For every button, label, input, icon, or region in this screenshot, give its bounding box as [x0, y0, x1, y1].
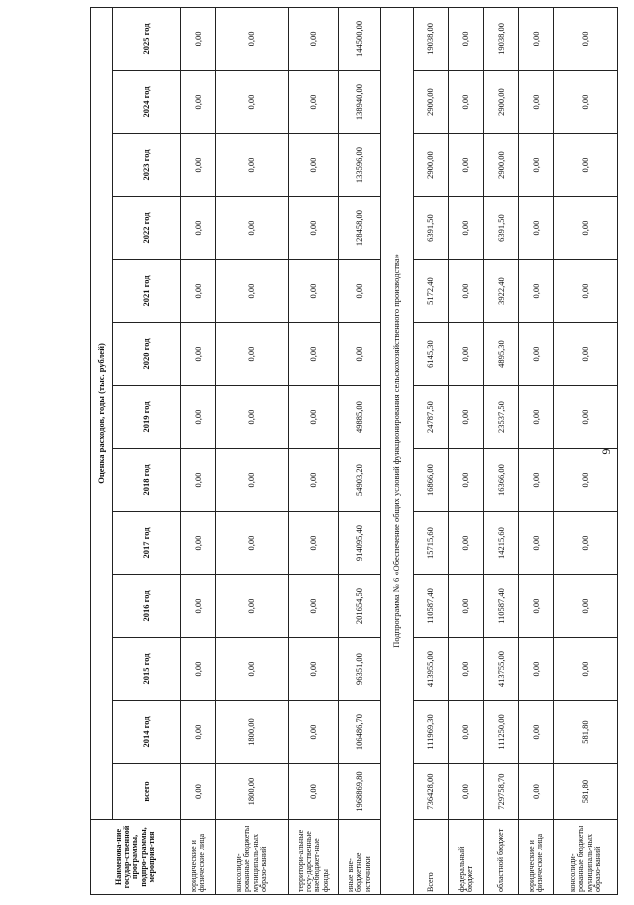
row-value: 54903,20	[339, 449, 381, 512]
row-value: 0,00	[181, 7, 216, 70]
row-value: 3922,40	[483, 260, 518, 323]
table-row	[448, 7, 483, 894]
expense-group-header: Оценка расходов, годы (тыс. рублей)	[91, 7, 113, 819]
row-value: 0,00	[554, 638, 618, 701]
row-value: 0,00	[554, 197, 618, 260]
row-value: 0,00	[216, 7, 288, 70]
year-column-header: 2019 год	[113, 386, 181, 449]
row-value: 0,00	[181, 134, 216, 197]
table-row	[519, 7, 554, 894]
row-value: 0,00	[554, 575, 618, 638]
row-value: 0,00	[554, 512, 618, 575]
row-name: федеральный бюджет	[448, 820, 483, 895]
row-value: 14215,60	[483, 512, 518, 575]
row-value: 2900,00	[483, 71, 518, 134]
row-value: 0,00	[448, 197, 483, 260]
row-total: 581,80	[554, 764, 618, 820]
row-value: 6145,30	[413, 323, 448, 386]
rotated-table-container	[90, 8, 618, 895]
row-value: 0,00	[216, 449, 288, 512]
table-body	[181, 7, 618, 894]
page-number: 6	[599, 448, 614, 455]
row-value: 0,00	[554, 323, 618, 386]
row-value: 0,00	[448, 71, 483, 134]
total-column-header: всего	[113, 764, 181, 820]
row-name: иные вне-бюджетные источники	[339, 820, 381, 895]
row-name: консолиди-рованные бюджеты муниципаль-ных образо-ваний	[216, 820, 288, 895]
row-value: 0,00	[554, 386, 618, 449]
row-value: 4895,30	[483, 323, 518, 386]
row-value: 0,00	[448, 449, 483, 512]
row-value: 0,00	[288, 260, 339, 323]
row-value: 0,00	[181, 449, 216, 512]
row-value: 106486,70	[339, 701, 381, 764]
name-column-header: Наименова-ние государ-ственной программы, подпро-граммы, мероприя-тия	[91, 820, 181, 895]
row-value: 96351,00	[339, 638, 381, 701]
row-value: 0,00	[339, 260, 381, 323]
expenditure-table	[90, 7, 618, 895]
row-value: 0,00	[181, 71, 216, 134]
row-value: 0,00	[554, 134, 618, 197]
row-name: юридические и физические лица	[519, 820, 554, 895]
row-value: 6391,50	[483, 197, 518, 260]
row-value: 413755,00	[483, 638, 518, 701]
row-value: 0,00	[216, 71, 288, 134]
row-value: 0,00	[181, 701, 216, 764]
row-value: 0,00	[448, 638, 483, 701]
row-name: консолиди-рованные бюджеты муниципаль-ных образо-ваний	[554, 820, 618, 895]
row-value: 110587,40	[483, 575, 518, 638]
row-value: 0,00	[216, 323, 288, 386]
year-column-header: 2024 год	[113, 71, 181, 134]
year-column-header: 2020 год	[113, 323, 181, 386]
row-value: 24787,50	[413, 386, 448, 449]
row-value: 2900,00	[413, 134, 448, 197]
row-value: 0,00	[448, 512, 483, 575]
row-value: 110587,40	[413, 575, 448, 638]
row-name: территори-альные госу-дарственные внебюджет-ные фонды	[288, 820, 339, 895]
row-value: 2900,00	[483, 134, 518, 197]
row-value: 0,00	[519, 386, 554, 449]
row-value: 2900,00	[413, 71, 448, 134]
row-value: 0,00	[288, 323, 339, 386]
row-value: 914095,40	[339, 512, 381, 575]
row-value: 111969,30	[413, 701, 448, 764]
row-value: 0,00	[519, 134, 554, 197]
year-column-header: 2015 год	[113, 638, 181, 701]
row-value: 0,00	[216, 386, 288, 449]
row-value: 16866,00	[413, 449, 448, 512]
row-value: 0,00	[216, 638, 288, 701]
row-value: 0,00	[519, 71, 554, 134]
row-value: 6391,50	[413, 197, 448, 260]
row-value: 0,00	[554, 71, 618, 134]
table-row	[288, 7, 339, 894]
row-value: 0,00	[216, 197, 288, 260]
row-value: 0,00	[448, 7, 483, 70]
row-name: юридические и физические лица	[181, 820, 216, 895]
row-total: 0,00	[181, 764, 216, 820]
row-value: 0,00	[519, 7, 554, 70]
row-value: 0,00	[519, 197, 554, 260]
row-value: 23537,50	[483, 386, 518, 449]
row-value: 201654,50	[339, 575, 381, 638]
row-value: 0,00	[554, 7, 618, 70]
row-value: 0,00	[519, 449, 554, 512]
row-value: 0,00	[181, 575, 216, 638]
row-name: Всего	[413, 820, 448, 895]
table-row	[413, 7, 448, 894]
row-value: 0,00	[288, 449, 339, 512]
row-value: 0,00	[181, 323, 216, 386]
row-value: 0,00	[519, 323, 554, 386]
row-value: 0,00	[519, 701, 554, 764]
row-value: 138940,00	[339, 71, 381, 134]
row-value: 1800,00	[216, 701, 288, 764]
row-value: 0,00	[519, 512, 554, 575]
subprogram-title: Подпрограмма № 6 «Обеспечение общих условий функционирования сельскохозяйственного производства»	[380, 7, 413, 894]
row-value: 0,00	[288, 386, 339, 449]
row-value: 15715,60	[413, 512, 448, 575]
row-value: 0,00	[181, 197, 216, 260]
row-value: 0,00	[339, 323, 381, 386]
row-value: 0,00	[288, 512, 339, 575]
table-row	[339, 7, 381, 894]
row-value: 0,00	[216, 260, 288, 323]
row-value: 19038,00	[483, 7, 518, 70]
row-value: 0,00	[448, 323, 483, 386]
row-value: 0,00	[288, 701, 339, 764]
year-column-header: 2022 год	[113, 197, 181, 260]
row-total: 1800,00	[216, 764, 288, 820]
row-value: 0,00	[216, 134, 288, 197]
row-value: 0,00	[448, 575, 483, 638]
row-total: 1968869,80	[339, 764, 381, 820]
row-value: 0,00	[216, 575, 288, 638]
year-column-header: 2016 год	[113, 575, 181, 638]
row-value: 144500,00	[339, 7, 381, 70]
row-value: 0,00	[181, 638, 216, 701]
row-value: 0,00	[216, 512, 288, 575]
row-value: 133596,00	[339, 134, 381, 197]
table-row	[181, 7, 216, 894]
year-column-header: 2017 год	[113, 512, 181, 575]
row-total: 729758,70	[483, 764, 518, 820]
row-value: 128458,00	[339, 197, 381, 260]
row-total: 0,00	[448, 764, 483, 820]
row-value: 581,80	[554, 701, 618, 764]
row-value: 0,00	[448, 260, 483, 323]
table-row	[216, 7, 288, 894]
subprogram-row	[380, 7, 413, 894]
row-value: 413955,00	[413, 638, 448, 701]
row-value: 0,00	[448, 386, 483, 449]
row-value: 5172,40	[413, 260, 448, 323]
row-value: 0,00	[288, 638, 339, 701]
year-column-header: 2021 год	[113, 260, 181, 323]
year-column-header: 2018 год	[113, 449, 181, 512]
row-value: 0,00	[448, 701, 483, 764]
table-row	[483, 7, 518, 894]
row-value: 49885,00	[339, 386, 381, 449]
row-value: 0,00	[288, 7, 339, 70]
row-value: 16366,00	[483, 449, 518, 512]
row-value: 0,00	[448, 134, 483, 197]
table-row	[554, 7, 618, 894]
row-value: 0,00	[554, 260, 618, 323]
row-value: 19038,00	[413, 7, 448, 70]
year-column-header: 2023 год	[113, 134, 181, 197]
row-value: 0,00	[288, 197, 339, 260]
row-value: 0,00	[554, 449, 618, 512]
row-value: 0,00	[181, 386, 216, 449]
year-column-header: 2014 год	[113, 701, 181, 764]
row-value: 0,00	[181, 260, 216, 323]
row-value: 111250,00	[483, 701, 518, 764]
row-value: 0,00	[519, 638, 554, 701]
row-value: 0,00	[519, 575, 554, 638]
row-total: 736428,00	[413, 764, 448, 820]
row-name: областной бюджет	[483, 820, 518, 895]
row-value: 0,00	[288, 134, 339, 197]
row-value: 0,00	[288, 71, 339, 134]
row-value: 0,00	[288, 575, 339, 638]
row-total: 0,00	[288, 764, 339, 820]
year-column-header: 2025 год	[113, 7, 181, 70]
row-value: 0,00	[181, 512, 216, 575]
row-value: 0,00	[519, 260, 554, 323]
row-total: 0,00	[519, 764, 554, 820]
